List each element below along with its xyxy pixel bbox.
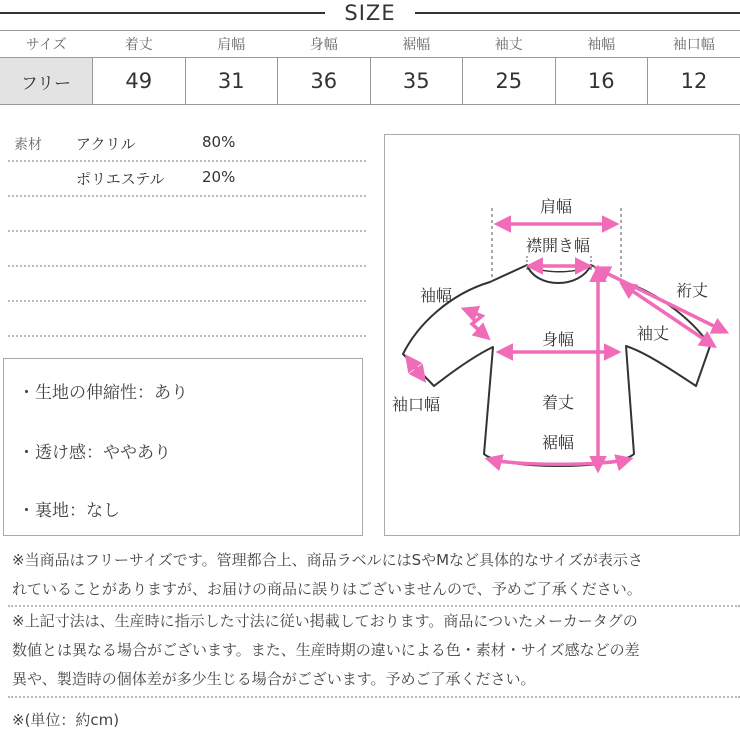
header-cell-body-width: 身幅 bbox=[278, 31, 371, 58]
arrow-sleeve-width bbox=[464, 309, 488, 338]
header-cell-sleeve-length: 袖丈 bbox=[463, 31, 556, 58]
label-body-width: 身幅 bbox=[541, 330, 575, 349]
page-title: SIZE bbox=[344, 1, 396, 25]
label-sleeve-width: 袖幅 bbox=[420, 286, 453, 305]
note-measurement-line-2: 数値とは異なる場合がございます。また、生産時期の違いによる色・素材・サイズ感などの差 bbox=[12, 641, 640, 659]
note-unit bbox=[12, 706, 740, 735]
title-rule-right bbox=[415, 12, 740, 14]
note-free-size bbox=[12, 546, 740, 604]
value-cell-shoulder: 31 bbox=[185, 58, 278, 105]
label-neck: 襟開き幅 bbox=[525, 236, 591, 255]
value-cell-hem-width: 35 bbox=[370, 58, 463, 105]
material-row-5 bbox=[8, 265, 366, 302]
header-cell-size: サイズ bbox=[0, 31, 93, 58]
material-row-3 bbox=[8, 195, 366, 232]
material-row-6 bbox=[8, 300, 366, 337]
arrow-hem bbox=[488, 459, 630, 464]
header-cell-length: 着丈 bbox=[93, 31, 186, 58]
header-cell-hem-width: 裾幅 bbox=[370, 31, 463, 58]
size-table-header-row bbox=[0, 31, 740, 58]
property-stretch: ・生地の伸縮性：あり bbox=[18, 383, 188, 403]
material-pct-2: 20% bbox=[202, 168, 236, 186]
label-hem: 裾幅 bbox=[541, 433, 575, 452]
value-cell-body-width: 36 bbox=[278, 58, 371, 105]
note-free-size-line-1: ※当商品はフリーサイズです。管理都合上、商品ラベルにはSやMなど具体的なサイズが表示さ bbox=[12, 551, 643, 569]
value-cell-length: 49 bbox=[93, 58, 186, 105]
material-pct-1: 80% bbox=[202, 133, 236, 151]
material-label: 素材 bbox=[14, 137, 42, 153]
value-cell-size: フリー bbox=[0, 58, 93, 105]
note-free-size-line-2: れていることがありますが、お届けの商品に誤りはございませんので、予めご了承ください。 bbox=[12, 580, 642, 598]
header-cell-shoulder: 肩幅 bbox=[185, 31, 278, 58]
property-lining: ・裏地：なし bbox=[18, 501, 120, 521]
note-measurement-line-1: ※上記寸法は、生産時に指示した寸法に従い掲載しております。商品についたメーカータグの bbox=[12, 612, 638, 630]
arrow-cuff bbox=[407, 357, 424, 380]
value-cell-cuff-width: 12 bbox=[648, 58, 740, 105]
material-row-2 bbox=[8, 160, 366, 197]
measurement-diagram bbox=[384, 134, 740, 536]
material-row-4 bbox=[8, 230, 366, 267]
header-cell-cuff-width: 袖口幅 bbox=[648, 31, 740, 58]
label-cuff: 袖口幅 bbox=[392, 395, 441, 414]
size-table bbox=[0, 30, 740, 105]
material-row-1 bbox=[8, 125, 366, 162]
label-sleeve-length: 袖丈 bbox=[637, 324, 670, 343]
value-cell-sleeve-length: 25 bbox=[463, 58, 556, 105]
note-measurement-line-3: 異や、製造時の個体差が多少生じる場合がございます。予めご了承ください。 bbox=[12, 670, 536, 688]
material-name-2: ポリエステル bbox=[76, 170, 165, 188]
label-yuki: 裄丈 bbox=[676, 281, 709, 300]
material-name-1: アクリル bbox=[76, 135, 136, 153]
property-sheerness: ・透け感：ややあり bbox=[18, 443, 171, 463]
arrow-yuki bbox=[596, 268, 726, 332]
note-unit-line: ※(単位：約cm) bbox=[12, 711, 120, 729]
note-divider-2 bbox=[8, 696, 740, 698]
label-shoulder: 肩幅 bbox=[539, 197, 573, 216]
value-cell-sleeve-width: 16 bbox=[555, 58, 648, 105]
size-table-row bbox=[0, 58, 740, 105]
header-cell-sleeve-width: 袖幅 bbox=[555, 31, 648, 58]
label-length: 着丈 bbox=[541, 393, 575, 412]
note-measurement bbox=[12, 607, 740, 694]
